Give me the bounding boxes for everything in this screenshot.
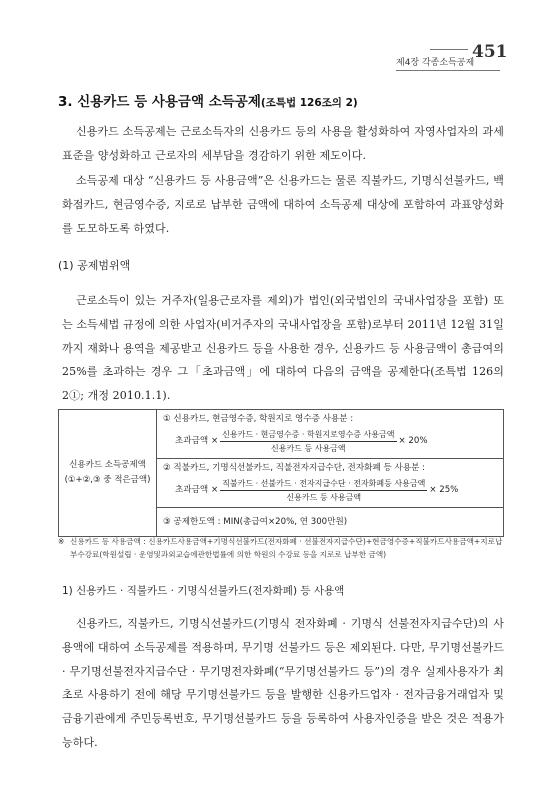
row2-denominator: 신용카드 등 사용금액 — [286, 493, 362, 502]
row1-suffix: × 20% — [398, 436, 428, 446]
deduction-range-text: 근로소득이 있는 거주자(일용근로자를 제외)가 법인(외국법인의 국내사업장을 포함) 또는 소득세법 규정에 의한 사업자(비거주자의 국내사업장을 포함)로부터 2011년 12월 31일까지 재화나 용역을 제공받고 신용카드 등을 사용한 경우, 신용카드 등 사용금액이 총급여의 25%를 초과하는 경우 그「초과금액」에 대하여 다음의 금액을 공제한다(조특법 126의2①; 개정 2010.1.1). — [62, 294, 504, 403]
deduction-calculation-table — [58, 409, 504, 537]
table-note — [58, 535, 508, 561]
section-title-text: 3. 신용카드 등 사용금액 소득공제 — [58, 94, 261, 110]
page-number: 451 — [472, 42, 508, 62]
row3-title: ③ 공제한도액 : MIN(총급여×20%, 연 300만원) — [163, 516, 348, 527]
table-row-limit — [157, 508, 504, 537]
row1-title: ① 신용카드, 현금영수증, 학원지로 영수증 사용분 : — [163, 414, 354, 424]
table-row-debit-card — [157, 459, 504, 508]
header-rule — [396, 70, 500, 71]
chapter-title: 제4장 각종소득공제 — [396, 58, 475, 68]
intro-text: 신용카드 소득공제는 근로소득자의 신용카드 등의 사용을 활성화하여 자영사업자의 과세표준을 양성화하고 근로자의 세부담을 경감하기 위한 제도이다. — [62, 125, 504, 162]
subsection-title-card-usage: 1) 신용카드 · 직불카드 · 기명식선불카드(전자화폐) 등 사용액 — [62, 585, 345, 597]
row1-fraction — [220, 428, 396, 455]
row2-fraction — [220, 477, 427, 504]
row1-denominator: 신용카드 등 사용금액 — [271, 444, 346, 453]
left-label: 신용카드 소득공제액 — [69, 460, 146, 470]
row1-formula — [175, 428, 497, 455]
note-text: 신용카드 등 사용금액 : 신용카드사용금액+기명식선불카드(전자화폐 · 선불전자지급수단)+현금영수증+직불카드사용금액+지로납부수강료(학원설립 · 운영및과외교습에관한법률에 의한 학원의 수강료 등을 지로로 납부한 금액) — [70, 537, 503, 559]
card-usage-text: 신용카드, 직불카드, 기명식선불카드(기명식 전자화폐 · 기명식 선불전자지급수단)의 사용액에 대하여 소득공제를 적용하며, 무기명 선불카드 등은 제외된다. 다만, 무기명선불카드 · 무기명선불전자지급수단 · 무기명전자화폐(“무기명선불카드 등”)의 경우 실제사용자가 최초로 사용하기 전에 해당 무기명선불카드 등을 발행한 신용카드업자 · 전자금융거래업자 및 금융기관에게 주민등록번호, 무기명선불카드 등을 등록하여 사용자인증을 받은 것은 적용가능하다. — [62, 617, 504, 749]
header-rule-top — [430, 49, 468, 50]
target-text: 소득공제 대상 “신용카드 등 사용금액”은 신용카드는 물론 직불카드, 기명식선불카드, 백화점카드, 현금영수증, 지로로 납부한 금액에 대하여 소득공제 대상에 포함하여 과표양성화를 도모하도록 하였다. — [62, 174, 504, 235]
section-title-ref: (조특법 126조의 2) — [260, 97, 358, 109]
table-row-credit-card — [157, 410, 504, 459]
row2-numerator: 직불카드 · 선불카드 · 전자지급수단 · 전자화폐등 사용금액 — [220, 477, 427, 491]
left-sub: (①+②,③ 중 적은금액) — [64, 475, 151, 485]
row2-title: ② 직불카드, 기명식선불카드, 직불전자지급수단, 전자화폐 등 사용분 : — [163, 463, 426, 473]
row2-prefix: 초과금액 × — [175, 485, 219, 495]
table-left-label — [59, 410, 157, 537]
deduction-range-paragraph — [62, 289, 504, 408]
row2-suffix: × 25% — [429, 485, 459, 495]
row1-prefix: 초과금액 × — [175, 436, 219, 446]
subsection-title-deduction-range: (1) 공제범위액 — [58, 259, 131, 272]
row1-numerator: 신용카드 · 현금영수증 · 학원지로영수증 사용금액 — [220, 428, 396, 442]
intro-paragraph — [62, 120, 504, 168]
note-marker: ※ — [58, 537, 65, 546]
section-title — [58, 90, 358, 110]
row2-formula — [175, 477, 497, 504]
card-usage-paragraph — [62, 612, 504, 755]
target-paragraph — [62, 169, 504, 240]
